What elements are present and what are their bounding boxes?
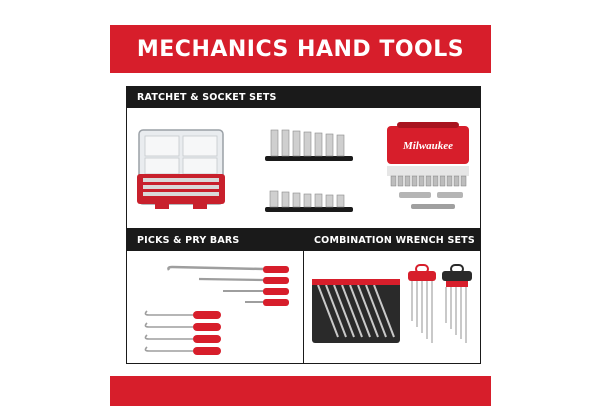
packout-case-image [137,130,225,209]
socket-case-image [387,122,469,209]
picks-image [145,311,221,355]
picks-pry-bars-panel[interactable] [126,229,304,364]
wrench-tray-image [312,279,400,343]
ratchet-socket-image [127,108,479,228]
picks-pry-bars-header: PICKS & PRY BARS [127,230,303,251]
combination-wrench-image [304,251,480,363]
ratchet-socket-panel[interactable] [126,86,481,229]
title-banner [110,25,491,73]
banner-title: MECHANICS HAND TOOLS [136,36,465,62]
pry-bars-image [168,266,289,306]
footer-banner [110,376,491,406]
combination-wrench-panel[interactable] [303,229,481,364]
socket-rail-image [265,130,353,212]
wrench-racks-image [408,265,472,343]
picks-pry-bars-image [127,251,303,363]
ratchet-socket-header: RATCHET & SOCKET SETS [127,87,480,108]
combination-wrench-header: COMBINATION WRENCH SETS [304,230,480,251]
milwaukee-logo: Milwaukee [402,140,454,152]
